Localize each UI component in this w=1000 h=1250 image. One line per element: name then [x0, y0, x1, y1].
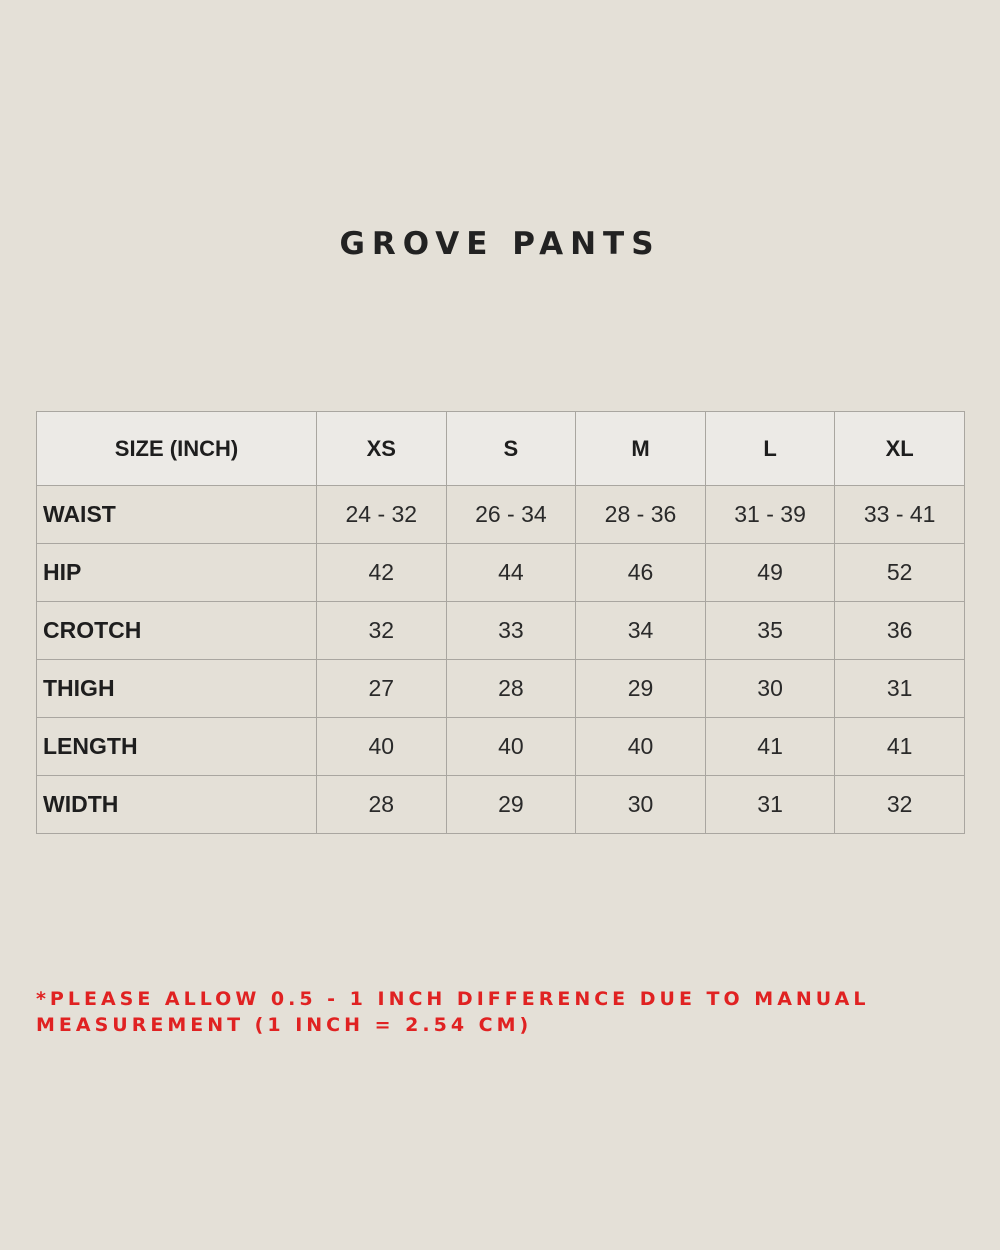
- table-cell: 28: [446, 660, 576, 718]
- table-cell: 40: [576, 718, 706, 776]
- table-cell: 24 - 32: [317, 486, 447, 544]
- row-label-waist: WAIST: [37, 486, 317, 544]
- measurement-note-line-1: *PLEASE ALLOW 0.5 - 1 INCH DIFFERENCE DUE TO MANUAL: [36, 988, 870, 1010]
- header-xs: XS: [317, 412, 447, 486]
- size-chart-table: [36, 411, 965, 834]
- row-label-width: WIDTH: [37, 776, 317, 834]
- row-label-thigh: THIGH: [37, 660, 317, 718]
- table-row: [37, 486, 965, 544]
- table-row: [37, 602, 965, 660]
- measurement-note: [36, 986, 936, 1038]
- table-cell: 42: [317, 544, 447, 602]
- table-row: [37, 660, 965, 718]
- table-cell: 32: [317, 602, 447, 660]
- table-cell: 46: [576, 544, 706, 602]
- table-cell: 28 - 36: [576, 486, 706, 544]
- table-cell: 35: [705, 602, 835, 660]
- header-size-inch: SIZE (INCH): [37, 412, 317, 486]
- table-row: [37, 718, 965, 776]
- table-cell: 31 - 39: [705, 486, 835, 544]
- table-row: [37, 776, 965, 834]
- table-cell: 27: [317, 660, 447, 718]
- table-cell: 29: [446, 776, 576, 834]
- table-cell: 41: [835, 718, 965, 776]
- table-cell: 36: [835, 602, 965, 660]
- table-cell: 29: [576, 660, 706, 718]
- table-cell: 34: [576, 602, 706, 660]
- table-cell: 32: [835, 776, 965, 834]
- header-l: L: [705, 412, 835, 486]
- table-cell: 52: [835, 544, 965, 602]
- table-cell: 41: [705, 718, 835, 776]
- row-label-crotch: CROTCH: [37, 602, 317, 660]
- table-cell: 28: [317, 776, 447, 834]
- table-cell: 30: [576, 776, 706, 834]
- row-label-length: LENGTH: [37, 718, 317, 776]
- header-m: M: [576, 412, 706, 486]
- table-cell: 31: [705, 776, 835, 834]
- row-label-hip: HIP: [37, 544, 317, 602]
- table-cell: 31: [835, 660, 965, 718]
- table-row: [37, 544, 965, 602]
- page-title: GROVE PANTS: [339, 226, 661, 262]
- table-cell: 33 - 41: [835, 486, 965, 544]
- header-xl: XL: [835, 412, 965, 486]
- table-cell: 40: [446, 718, 576, 776]
- table-cell: 26 - 34: [446, 486, 576, 544]
- table-cell: 40: [317, 718, 447, 776]
- table-header-row: [37, 412, 965, 486]
- header-s: S: [446, 412, 576, 486]
- table-cell: 33: [446, 602, 576, 660]
- table-cell: 30: [705, 660, 835, 718]
- table-cell: 49: [705, 544, 835, 602]
- table-cell: 44: [446, 544, 576, 602]
- measurement-note-line-2: MEASUREMENT (1 INCH = 2.54 CM): [36, 1014, 533, 1036]
